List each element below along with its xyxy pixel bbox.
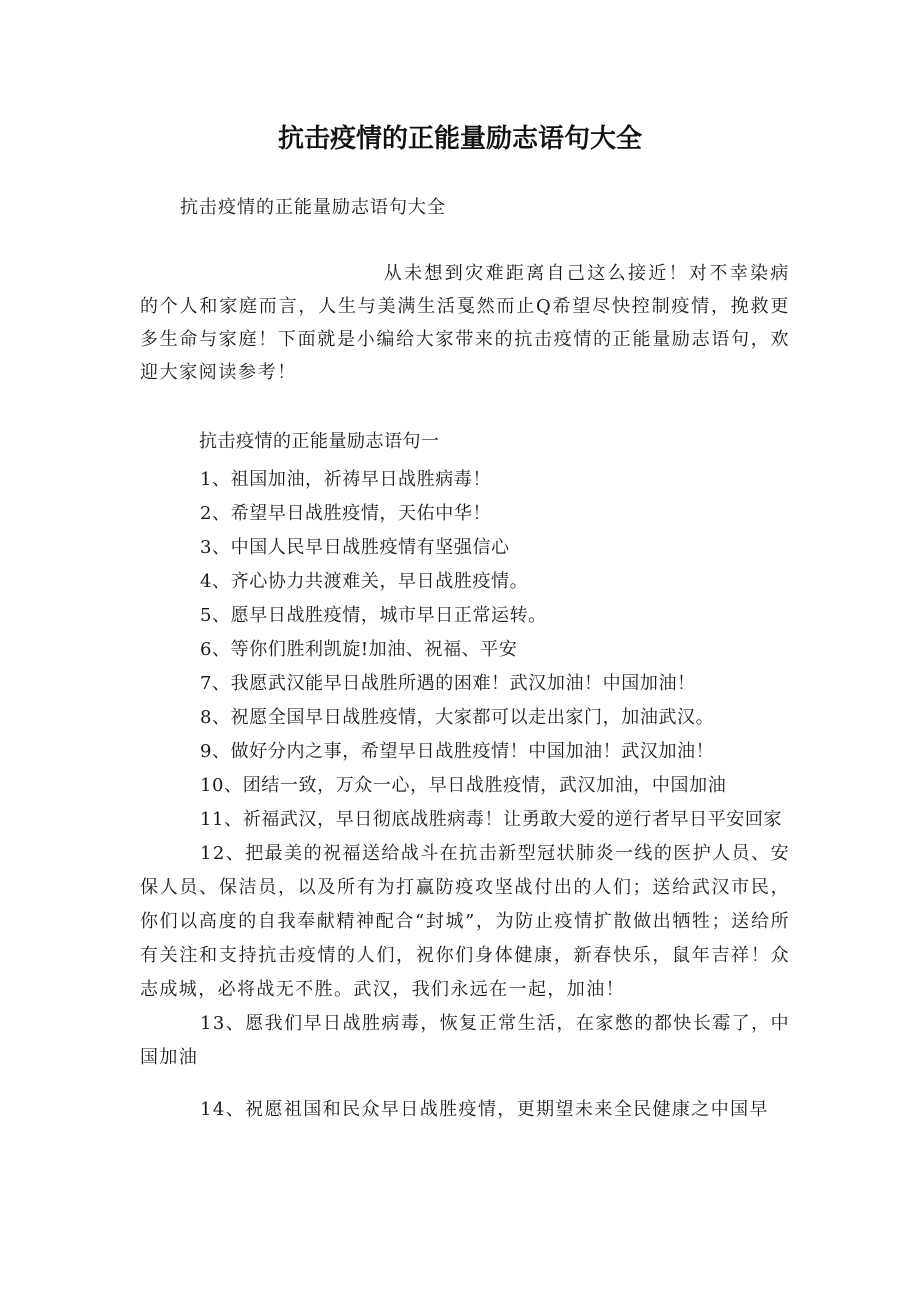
section-heading: 抗击疫情的正能量励志语句一 xyxy=(199,431,440,452)
list-item: 4、齐心协力共渡难关，早日战胜疫情。 xyxy=(200,571,529,592)
list-item: 13、愿我们早日战胜病毒，恢复正常生活，在家憋的都快长霉了，中国加油 xyxy=(140,1013,790,1068)
list-item: 7、我愿武汉能早日战胜所遇的困难！武汉加油！中国加油！ xyxy=(200,673,696,694)
list-item: 9、做好分内之事，希望早日战胜疫情！中国加油！武汉加油！ xyxy=(200,741,715,762)
list-item: 10、团结一致，万众一心，早日战胜疫情，武汉加油，中国加油 xyxy=(200,775,727,796)
document-title: 抗击疫情的正能量励志语句大全 xyxy=(277,124,642,154)
list-item: 8、祝愿全国早日战胜疫情，大家都可以走出家门，加油武汉。 xyxy=(200,707,715,728)
list-item: 2、希望早日战胜疫情，天佑中华！ xyxy=(200,503,492,524)
list-item: 14、祝愿祖国和民众早日战胜疫情，更期望未来全民健康之中国早 xyxy=(200,1099,769,1120)
intro-paragraph xyxy=(140,257,790,389)
list-item: 5、愿早日战胜疫情，城市早日正常运转。 xyxy=(200,605,547,626)
list-item: 11、祈福武汉，早日彻底战胜病毒！让勇敢大爱的逆行者早日平安回家 xyxy=(200,809,783,830)
list-item: 1、祖国加油，祈祷早日战胜病毒！ xyxy=(200,469,492,490)
intro-text: 从未想到灾难距离自己这么接近！对不幸染病的个人和家庭而言，人生与美满生活戛然而止Q希望尽快控制疫情，挽救更多生命与家庭！下面就是小编给大家带来的抗击疫情的正能量励志语句，欢迎大家阅读参考！ xyxy=(140,263,790,383)
quote-list xyxy=(140,463,790,1127)
list-item: 12、把最美的祝福送给战斗在抗击新型冠状肺炎一线的医护人员、安保人员、保洁员，以及所有为打赢防疫攻坚战付出的人们；送给武汉市民，你们以高度的自我奉献精神配合“封城”，为防止疫情扩散做出牺牲；送给所有关注和支持抗击疫情的人们，祝你们身体健康，新春快乐，鼠年吉祥！众志成城，必将战无不胜。武汉，我们永远在一起，加油！ xyxy=(140,843,790,1000)
list-item: 6、等你们胜利凯旋!加油、祝福、平安 xyxy=(200,639,518,660)
list-item: 3、中国人民早日战胜疫情有坚强信心 xyxy=(200,537,510,558)
document-subtitle: 抗击疫情的正能量励志语句大全 xyxy=(180,197,446,218)
